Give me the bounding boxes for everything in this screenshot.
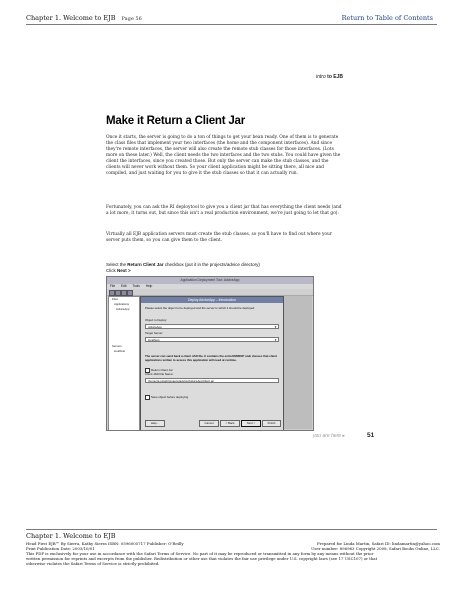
instruction-click-bold: Next > <box>117 268 131 273</box>
deploytool-screenshot <box>106 276 314 431</box>
deploy-dialog <box>140 296 284 431</box>
header-divider <box>26 24 437 25</box>
server-select: localhost ▼ <box>145 337 279 342</box>
screenshot-window-title: Application Deployment Tool: AdviceApp <box>107 277 313 285</box>
footer-book-info: Head First EJB™ By Sierra, Kathy Sierra ISBN: 0596005717 Publisher: O'Reilly <box>26 541 184 546</box>
dialog-title: Deploy AdviceApp – Introduction <box>141 297 283 303</box>
checkbox-checked-icon <box>145 395 150 400</box>
tree-item-adviceapp: AdviceApp <box>116 307 130 311</box>
instruction-select: Select the Return Client Jar checkbox (put it in the projects/advice directory) <box>106 262 260 267</box>
jar-path-field: /home/ra.ps/ejb/projects/advice/AdviceAppClient.jar <box>145 378 279 383</box>
footer-terms-3: otherwise violates the Safari Terms of Service is strictly prohibited. <box>26 561 160 566</box>
footer-terms-2: written permission for reprints and excerpts from the publisher. Redistribution or other use that violates the fair use privilege under U.S. copyright laws (see 17 USC107) or that <box>26 556 378 561</box>
screenshot-tree <box>108 296 140 431</box>
you-are-here-marker <box>313 433 345 439</box>
dialog-info-text: The server can send back a client JAR file. It contains the extra RMI/IIOP stub classes that client applications written to access this application will need at runtime. <box>145 354 277 362</box>
footer-pub-date: Print Publication Date: 2003/10/01 <box>26 546 95 551</box>
dialog-back-button: < Back <box>220 420 240 427</box>
body-paragraph-1: Once it starts, the server is going to do a ton of things to get your bean ready. One of them is to generate the class files that implement your two interfaces (the home and the component interfaces). And since they're remote interfaces, the server will also create the remote stub classes for those interfaces. (Lots more on these later.) Well, the client needs the two interfaces and the two stubs. You could have given the client the interfaces, since you created those. But only the server can make the stub classes, and the clients will never work without them. So your client application might be sitting there, all nice and compiled, and just waiting for you to give it the stub classes so that it can actually run. <box>106 135 341 177</box>
return-client-jar-checkbox: Return Client Jar <box>145 368 173 373</box>
page-number: 51 <box>367 432 375 439</box>
footer-terms-1: This PDF is exclusively for your use in accordance with the Safari Terms of Service. No part of it may be reproduced or transmitted in any form by any means without the prior <box>26 551 374 556</box>
save-before-deploy-checkbox: Save object before deploying <box>145 395 188 400</box>
body-paragraph-3: Virtually all EJB application servers must create the stub classes, so you'll have to find out where your server puts them, so you can give them to the client. <box>106 232 332 244</box>
object-select: AdviceApp ▼ <box>145 324 279 329</box>
screenshot-menu-help: Help <box>145 284 153 288</box>
tree-item-files: Files <box>112 297 118 301</box>
chevron-down-icon: ▼ <box>274 325 277 329</box>
body-paragraph-2: Fortunately, you can ask the RI deploytool to give you a client jar that has everything the client needs (and a lot more, it turns out, but since this isn't a real production environment, we're just going to let that go). <box>106 205 342 217</box>
dialog-next-button: Next > <box>241 420 261 427</box>
dialog-help-button: Help... <box>145 420 165 427</box>
you-are-here-text: you are here <box>313 433 342 439</box>
footer-legal <box>26 541 440 566</box>
dialog-cancel-button: Cancel <box>199 420 219 427</box>
section-tag <box>316 74 343 80</box>
dialog-finish-button: Finish <box>262 420 281 427</box>
footer-prepared-for: Prepared for Linda Martin, Safari ID: lindamartin@yahoo.com <box>317 541 440 546</box>
instruction-click: Click Next > <box>106 268 131 273</box>
screenshot-menu-tools: Tools <box>132 284 140 288</box>
dialog-prompt: Please select the object to be deployed and the server to which it should be deployed: <box>145 306 255 310</box>
tree-item-applications: Applications <box>114 302 130 306</box>
screenshot-toolbar <box>107 289 313 296</box>
footer-chapter-title: Chapter 1. Welcome to EJB <box>26 532 116 540</box>
header-chapter <box>26 14 142 22</box>
header-chapter-title: Chapter 1. Welcome to EJB <box>26 14 116 22</box>
triangle-right-icon: ▸ <box>342 433 345 439</box>
page-title: Make it Return a Client Jar <box>106 115 246 127</box>
server-label: Target Server: <box>145 331 164 335</box>
return-to-toc-link[interactable]: Return to Table of Contents <box>341 14 433 22</box>
screenshot-menu-edit: Edit <box>121 284 127 288</box>
screenshot-menu-file: File <box>110 284 116 288</box>
tree-item-localhost: localhost <box>114 349 126 353</box>
footer-divider <box>26 529 437 530</box>
section-tag-name: to EJB <box>327 74 343 80</box>
object-label: Object to Deploy: <box>145 318 168 322</box>
screenshot-right-panel <box>284 296 312 429</box>
tree-item-servers: Servers <box>112 344 122 348</box>
chevron-down-icon: ▼ <box>274 338 277 342</box>
section-tag-prefix: intro <box>316 74 326 80</box>
footer-user-number: User number: 896963 Copyright 2008, Safari Books Online, LLC. <box>311 546 440 551</box>
header-page-label: Page 56 <box>121 16 142 22</box>
jar-path-label: Client JAR File Name: <box>145 372 174 376</box>
instruction-select-bold: Return Client Jar <box>127 262 164 267</box>
